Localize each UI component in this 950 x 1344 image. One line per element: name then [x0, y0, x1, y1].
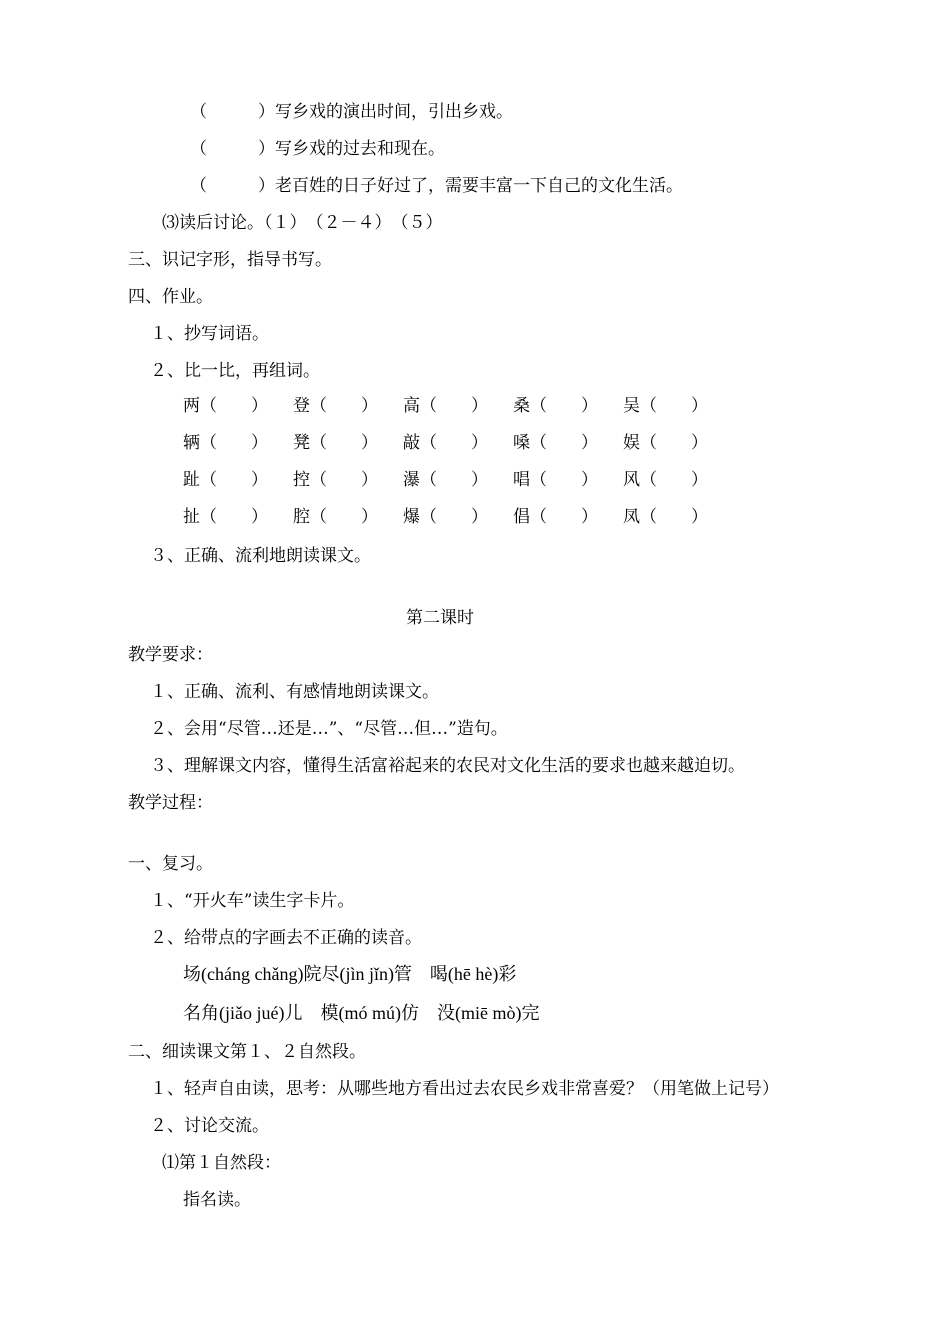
compare-cell: 腔（ ） [293, 507, 378, 527]
compare-cell: 爆（ ） [403, 507, 488, 527]
paragraph-one-label: ⑴第１自然段： [162, 1153, 281, 1173]
compare-cell: 高（ ） [403, 396, 488, 416]
compare-cell: 趾（ ） [183, 470, 268, 490]
compare-cell: 娱（ ） [623, 433, 708, 453]
review-item-2: ２、给带点的字画去不正确的读音。 [150, 928, 422, 948]
order-item-3: （ ）老百姓的日子好过了，需要丰富一下自己的文化生活。 [190, 176, 683, 196]
homework-item-2: ２、比一比，再组词。 [150, 361, 320, 381]
compare-cell: 扯（ ） [183, 507, 268, 527]
compare-cell: 辆（ ） [183, 433, 268, 453]
compare-cell: 吴（ ） [623, 396, 708, 416]
named-reading: 指名读。 [183, 1190, 251, 1210]
compare-cell: 嗓（ ） [513, 433, 598, 453]
step-two-heading: 二、细读课文第１、２自然段。 [128, 1042, 366, 1062]
reading-item-2: ２、讨论交流。 [150, 1116, 269, 1136]
compare-cell: 登（ ） [293, 396, 378, 416]
homework-item-3: ３、正确、流利地朗读课文。 [150, 546, 371, 566]
requirement-3: ３、理解课文内容，懂得生活富裕起来的农民对文化生活的要求也越来越迫切。 [150, 756, 745, 776]
compare-cell: 凤（ ） [623, 507, 708, 527]
compare-cell: 两（ ） [183, 396, 268, 416]
lesson-two-title: 第二课时 [406, 608, 474, 628]
reading-item-1: １、轻声自由读，思考：从哪些地方看出过去农民乡戏非常喜爱？（用笔做上记号） [150, 1079, 779, 1099]
compare-row [183, 394, 743, 418]
discussion-line: ⑶读后讨论。（１） （２－４） （５） [162, 213, 443, 233]
compare-row [183, 505, 743, 529]
compare-row [183, 468, 743, 492]
review-heading: 一、复习。 [128, 854, 213, 874]
requirement-1: １、正确、流利、有感情地朗读课文。 [150, 682, 439, 702]
compare-cell: 唱（ ） [513, 470, 598, 490]
compare-cell: 桑（ ） [513, 396, 598, 416]
order-item-1: （ ）写乡戏的演出时间，引出乡戏。 [190, 102, 513, 122]
pinyin-exercise-line-1: 场(cháng chǎng)院尽(jìn jǐn)管 喝(hē hè)彩 [183, 964, 517, 984]
pinyin-exercise-line-2: 名角(jiǎo jué)儿 模(mó mú)仿 没(miē mò)完 [183, 1003, 540, 1023]
compare-row [183, 431, 743, 455]
order-item-2: （ ）写乡戏的过去和现在。 [190, 139, 445, 159]
requirement-2: ２、会用“尽管…还是…”、“尽管…但…”造句。 [150, 719, 508, 739]
compare-cell: 控（ ） [293, 470, 378, 490]
compare-cell: 倡（ ） [513, 507, 598, 527]
compare-cell: 风（ ） [623, 470, 708, 490]
review-item-1: １、“开火车”读生字卡片。 [150, 891, 355, 911]
compare-cell: 凳（ ） [293, 433, 378, 453]
compare-cell: 敲（ ） [403, 433, 488, 453]
requirements-heading: 教学要求： [128, 645, 213, 665]
process-heading: 教学过程： [128, 793, 213, 813]
step-four-heading: 四、作业。 [128, 287, 213, 307]
step-three-heading: 三、识记字形，指导书写。 [128, 250, 332, 270]
compare-cell: 瀑（ ） [403, 470, 488, 490]
homework-item-1: １、抄写词语。 [150, 324, 269, 344]
